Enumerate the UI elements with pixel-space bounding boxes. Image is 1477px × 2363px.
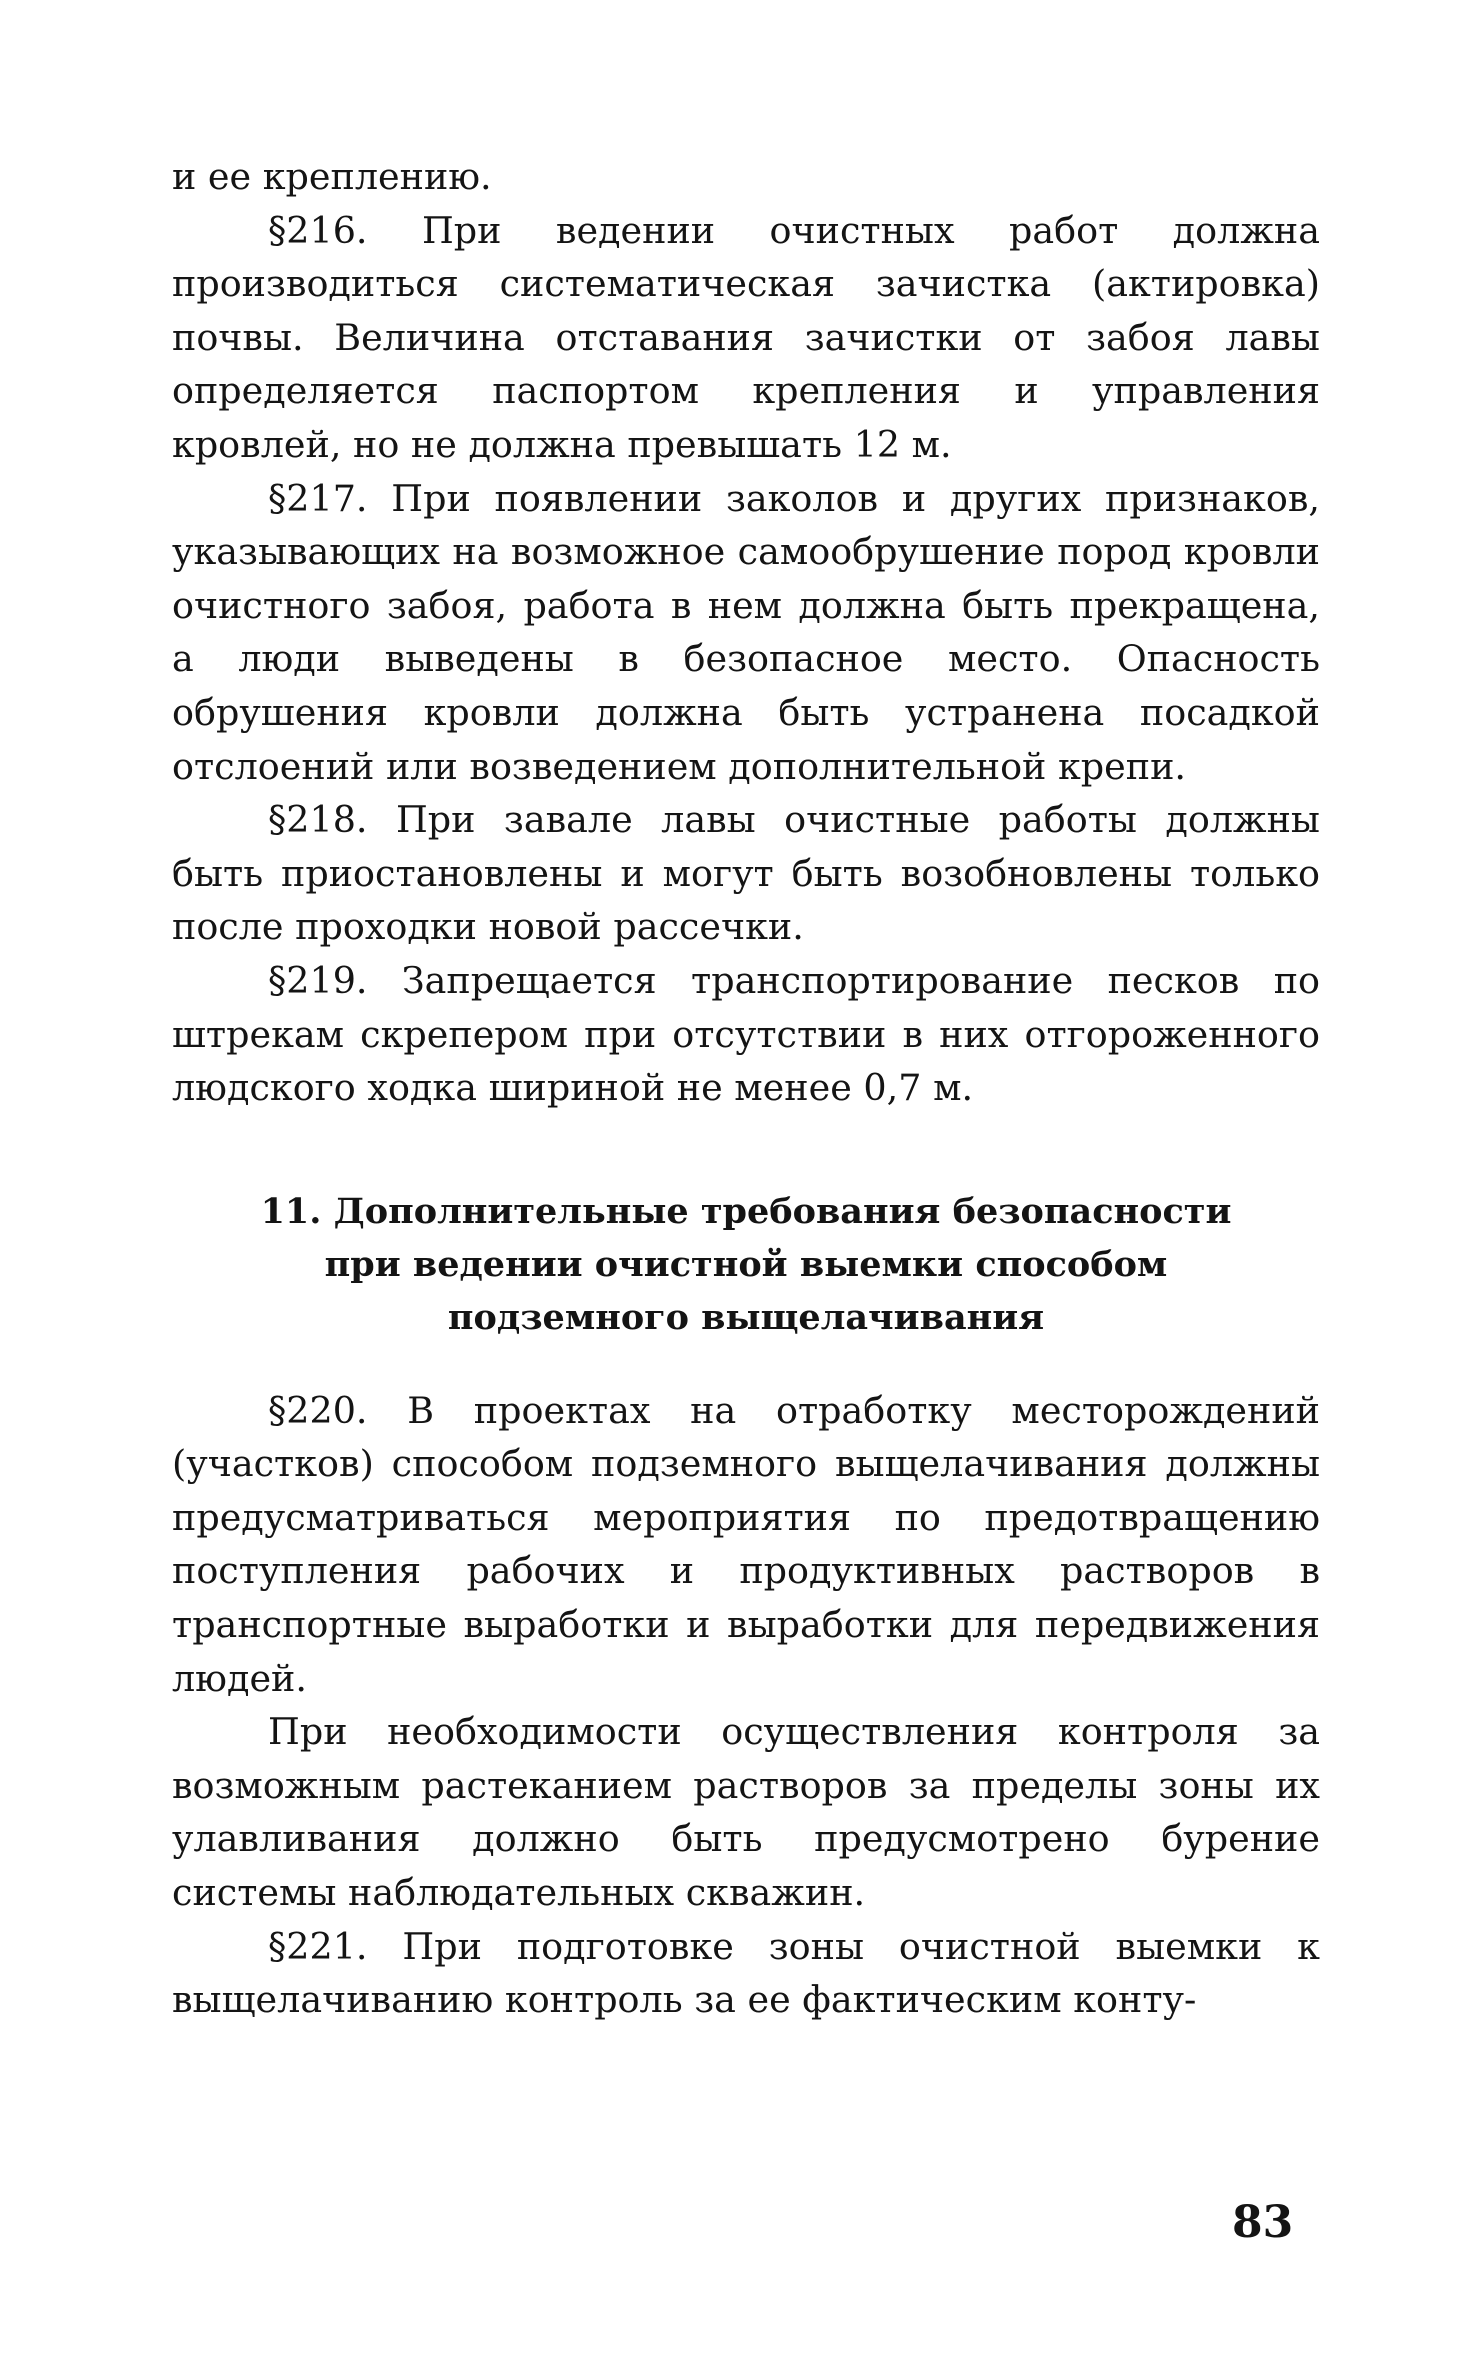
- section-heading-line-3: подземного выщелачивания: [447, 1296, 1045, 1338]
- section-heading: [172, 1185, 1320, 1344]
- paragraph-219: §219. Запрещается транспортирование песков по штрекам скрепером при отсутствии в них отгороженного людского ходка шириной не менее 0,7 м.: [172, 958, 1320, 1110]
- page-body: [172, 150, 1320, 2027]
- page-number: 83: [1232, 2197, 1294, 2248]
- continuation-text: и ее креплению.: [172, 155, 492, 198]
- paragraph-218: §218. При завале лавы очистные работы должны быть приостановлены и могут быть возобновлены только после проходки новой рассечки.: [172, 798, 1320, 949]
- paragraph-220: §220. В проектах на отработку месторождений (участков) способом подземного выщелачивания должны предусматриваться мероприятия по предотвращению поступления рабочих и продуктивных растворов в транспортные выработки и выработки для передвижения людей.: [172, 1388, 1320, 1700]
- paragraph-221: §221. При подготовке зоны очистной выемки к выщелачиванию контроль за ее фактическим конту-: [172, 1924, 1320, 2022]
- paragraph-217: §217. При появлении заколов и других признаков, указывающих на возможное самообрушение пород кровли очистного забоя, работа в нем должна быть прекращена, а люди выведены в безопасное место. Опасность обрушения кровли должна быть устранена посадкой отслоений или возведением дополнительной крепи.: [172, 476, 1320, 788]
- paragraph-216: §216. При ведении очистных работ должна производиться систематическая зачистка (актировка) почвы. Величина отставания зачистки от забоя лавы определяется паспортом крепления и управления кровлей, но не должна превышать 12 м.: [172, 208, 1320, 466]
- paragraph-220-continued: При необходимости осуществления контроля за возможным растеканием растворов за пределы зоны их улавливания должно быть предусмотрено бурение системы наблюдательных скважин.: [172, 1710, 1320, 1915]
- section-heading-line-1: 11. Дополнительные требования безопасности: [260, 1190, 1232, 1232]
- section-heading-line-2: при ведении очистной выемки способом: [324, 1243, 1168, 1285]
